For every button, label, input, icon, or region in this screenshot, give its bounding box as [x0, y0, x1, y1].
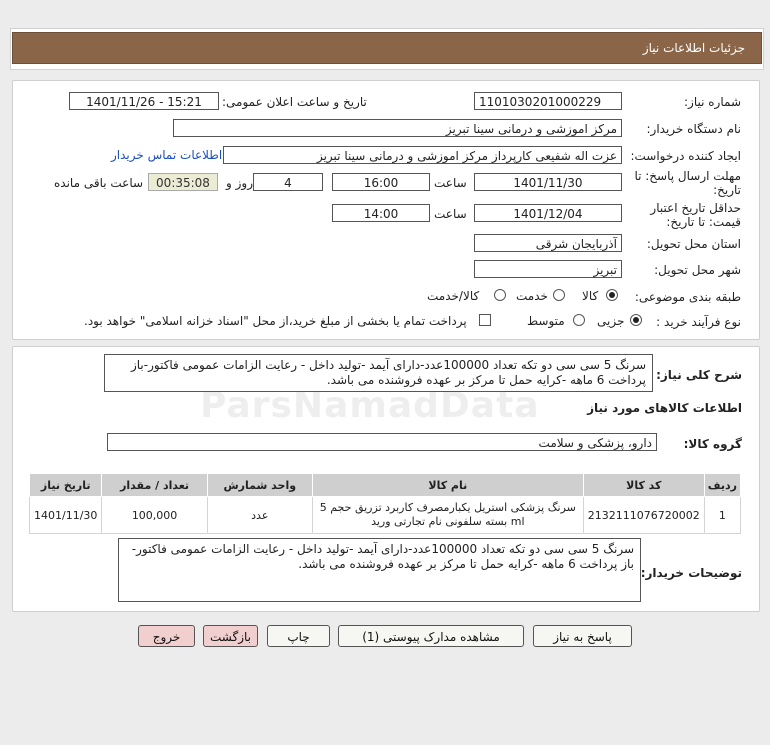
category-option-both: کالا/خدمت [427, 289, 480, 303]
deadline-time-field: 16:00 [332, 173, 430, 191]
cell-unit: عدد [207, 497, 312, 534]
col-date-header: تاریخ نیاز [30, 474, 102, 497]
city-label: شهر محل تحویل: [654, 263, 741, 277]
page-header [12, 32, 762, 64]
table-row [30, 497, 741, 534]
cell-qty: 100,000 [102, 497, 207, 534]
col-name-header: نام کالا [312, 474, 583, 497]
need-number-field: 1101030201000229 [474, 92, 622, 110]
category-label: طبقه بندی موضوعی: [634, 290, 741, 304]
buyer-desc-box: سرنگ 5 سی سی دو تکه تعداد 100000عدد-دارای آیمد -تولید داخل - رعایت الزامات عمومی فاکتور-باز پرداخت 6 ماهه -کرایه حمل تا مرکز بر عهده فروشنده می باشد. [118, 538, 641, 602]
deadline-time-label: ساعت [434, 176, 467, 190]
buyer-org-label: نام دستگاه خریدار: [646, 122, 741, 136]
buyer-desc-label: توضیحات خریدار: [640, 566, 742, 580]
col-code-header: کد کالا [583, 474, 704, 497]
validity-label-2: قیمت: تا تاریخ: [666, 215, 741, 229]
category-option-goods: کالا [582, 289, 599, 303]
requester-field: عزت اله شفیعی کارپرداز مرکز اموزشی و درمانی سینا تبریز [223, 146, 622, 164]
city-field: تبریز [474, 260, 622, 278]
validity-date-field: 1401/12/04 [474, 204, 622, 222]
process-option-minor: جزیی [597, 314, 625, 328]
col-unit-header: واحد شمارش [207, 474, 312, 497]
cell-date: 1401/11/30 [30, 497, 102, 534]
goods-group-label: گروه کالا: [683, 437, 742, 451]
province-label: استان محل تحویل: [646, 237, 741, 251]
buyer-contact-link[interactable]: اطلاعات تماس خریدار [111, 148, 223, 162]
category-radio-goods[interactable] [606, 289, 618, 301]
deadline-label-2: تاریخ: [713, 183, 741, 197]
print-button[interactable]: چاپ [267, 625, 330, 647]
goods-info-title: اطلاعات کالاهای مورد نیاز [587, 401, 742, 415]
general-desc-box: سرنگ 5 سی سی دو تکه تعداد 100000عدد-دارای آیمد -تولید داخل - رعایت الزامات عمومی فاکتور-باز پرداخت 6 ماهه -کرایه حمل تا مرکز بر عهده فروشنده می باشد. [104, 354, 653, 392]
category-radio-both[interactable] [494, 289, 506, 301]
view-documents-button[interactable]: مشاهده مدارک پیوستی (1) [338, 625, 524, 647]
goods-table [29, 473, 741, 534]
payment-note: پرداخت تمام یا بخشی از مبلغ خرید،از محل "اسناد خزانه اسلامی" خواهد بود. [84, 314, 467, 328]
general-desc-label: شرح کلی نیاز: [656, 368, 742, 382]
col-qty-header: تعداد / مقدار [102, 474, 207, 497]
days-label: روز و [226, 176, 253, 190]
cell-name: سرنگ پزشکی استریل یکبارمصرف کاربرد تزریق حجم 5 ml بسته سلفونی نام تجارتی ورید [312, 497, 583, 534]
col-row-header: ردیف [704, 474, 740, 497]
validity-time-field: 14:00 [332, 204, 430, 222]
process-radio-minor[interactable] [630, 314, 642, 326]
announce-field: 1401/11/26 - 15:21 [69, 92, 219, 110]
need-number-label: شماره نیاز: [684, 95, 741, 109]
category-radio-service[interactable] [553, 289, 565, 301]
deadline-date-field: 1401/11/30 [474, 173, 622, 191]
days-field: 4 [253, 173, 323, 191]
deadline-label: مهلت ارسال پاسخ: تا [634, 169, 741, 183]
validity-label: حداقل تاریخ اعتبار [650, 201, 741, 215]
province-field: آذربایجان شرقی [474, 234, 622, 252]
remaining-label: ساعت باقی مانده [54, 176, 144, 190]
treasury-payment-checkbox[interactable] [479, 314, 491, 326]
announce-label: تاریخ و ساعت اعلان عمومی: [222, 95, 367, 109]
buyer-org-field: مرکز اموزشی و درمانی سینا تبریز [173, 119, 622, 137]
process-radio-medium[interactable] [573, 314, 585, 326]
category-option-service: خدمت [516, 289, 548, 303]
remaining-time-field: 00:35:08 [148, 173, 218, 191]
goods-group-field: دارو، پزشکی و سلامت [107, 433, 657, 451]
requester-label: ایجاد کننده درخواست: [630, 149, 741, 163]
process-label: نوع فرآیند خرید : [656, 315, 741, 329]
reply-button[interactable]: پاسخ به نیاز [533, 625, 632, 647]
process-option-medium: متوسط [527, 314, 565, 328]
validity-time-label: ساعت [434, 207, 467, 221]
cell-code: 2132111076720002 [583, 497, 704, 534]
cell-row: 1 [704, 497, 740, 534]
back-button[interactable]: بازگشت [203, 625, 258, 647]
exit-button[interactable]: خروج [138, 625, 195, 647]
page-title: جزئیات اطلاعات نیاز [642, 41, 745, 55]
table-header-row [30, 474, 741, 497]
